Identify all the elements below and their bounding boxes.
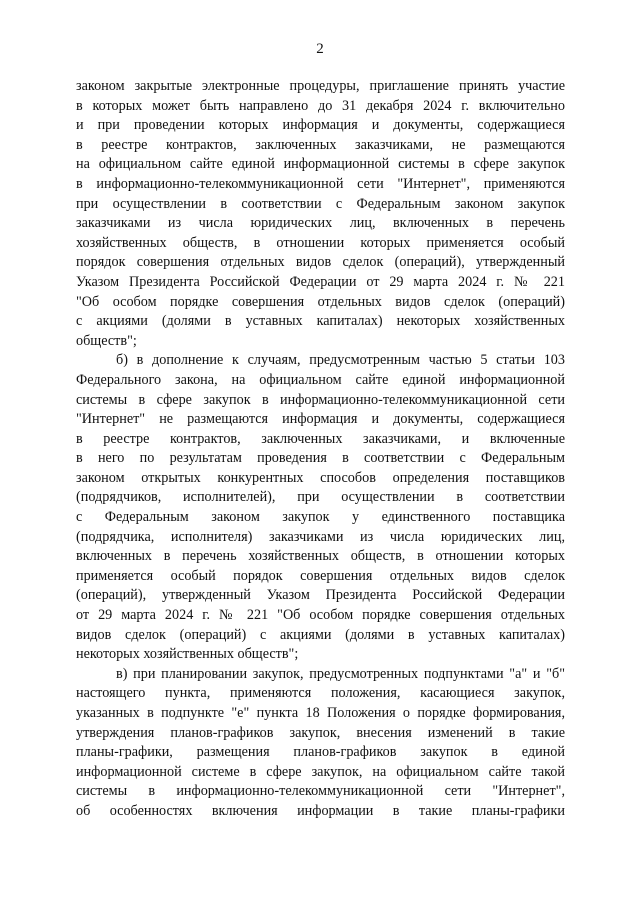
- text-line: (подрядчиков, исполнителей), при осуществлении в соответствии: [76, 489, 565, 506]
- text-line: при осуществлении в соответствии с Федеральным законом закупок: [76, 195, 565, 212]
- text-line: настоящего пункта, применяются положения, касающиеся закупок,: [76, 685, 565, 702]
- text-line: об особенностях включения информации в такие планы-графики: [76, 802, 565, 819]
- text-line: с Федеральным законом закупок у единственного поставщика: [76, 509, 565, 526]
- text-line: заказчиками из числа юридических лиц, включенных в перечень: [76, 215, 565, 232]
- text-line: в которых может быть направлено до 31 декабря 2024 г. включительно: [76, 97, 565, 114]
- document-body: [76, 77, 565, 822]
- text-line: системы в сфере закупок в информационно-телекоммуникационной сети: [76, 391, 565, 408]
- text-line: (подрядчика, исполнителя) заказчиками из числа юридических лиц,: [76, 528, 565, 545]
- text-line: с акциями (долями в уставных капиталах) некоторых хозяйственных: [76, 313, 565, 330]
- paragraph-item-b: [76, 351, 565, 665]
- text-line: от 29 марта 2024 г. № 221 "Об особом порядке совершения отдельных: [76, 607, 565, 624]
- text-line: хозяйственных обществ, в отношении которых применяется особый: [76, 234, 565, 251]
- text-line: в реестре контрактов, заключенных заказчиками, и включенные: [76, 430, 565, 447]
- text-line: "Об особом порядке совершения отдельных видов сделок (операций): [76, 293, 565, 310]
- text-line: Указом Президента Российской Федерации от 29 марта 2024 г. № 221: [76, 273, 565, 290]
- text-line: законом закрытые электронные процедуры, приглашение принять участие: [76, 78, 565, 94]
- text-line: в реестре контрактов, заключенных заказчиками, не размещаются: [76, 136, 565, 153]
- paragraph-item-v: [76, 665, 565, 822]
- text-line: законом открытых конкурентных способов определения поставщиков: [76, 469, 565, 486]
- text-line: в информационно-телекоммуникационной сети "Интернет", применяются: [76, 175, 565, 192]
- text-line: информационной системе в сфере закупок, на официальном сайте такой: [76, 763, 565, 780]
- text-line: (операций), утвержденный Указом Президента Российской Федерации: [76, 587, 565, 604]
- paragraph-continuation: [76, 77, 565, 351]
- text-line: указанных в подпункте "е" пункта 18 Положения о порядке формирования,: [76, 705, 565, 721]
- text-line: б) в дополнение к случаям, предусмотренным частью 5 статьи 103: [116, 352, 565, 369]
- text-line: планы-графики, размещения планов-графиков закупок в единой: [76, 744, 565, 761]
- text-line: в) при планировании закупок, предусмотренных подпунктами "а" и "б": [116, 665, 565, 682]
- text-line: включенных в перечень хозяйственных обществ, в отношении которых: [76, 548, 565, 565]
- text-line: видов сделок (операций) с акциями (долями в уставных капиталах): [76, 626, 565, 643]
- text-line: и при проведении которых информация и документы, содержащиеся: [76, 117, 565, 134]
- text-line: на официальном сайте единой информационной системы в сфере закупок: [76, 156, 565, 173]
- text-line: применяется особый порядок совершения отдельных видов сделок: [76, 567, 565, 584]
- text-line: некоторых хозяйственных обществ";: [76, 646, 299, 663]
- text-line: в него по результатам проведения в соответствии с Федеральным: [76, 450, 565, 467]
- text-line: порядок совершения отдельных видов сделок (операций), утвержденный: [76, 254, 565, 271]
- text-line: Федерального закона, на официальном сайте единой информационной: [76, 371, 565, 388]
- text-line: обществ";: [76, 332, 137, 349]
- text-line: "Интернет" не размещаются информация и документы, содержащиеся: [76, 411, 565, 428]
- page-number: 2: [316, 41, 324, 57]
- text-line: утверждения планов-графиков закупок, внесения изменений в такие: [76, 724, 565, 741]
- text-line: системы в информационно-телекоммуникационной сети "Интернет",: [76, 783, 565, 800]
